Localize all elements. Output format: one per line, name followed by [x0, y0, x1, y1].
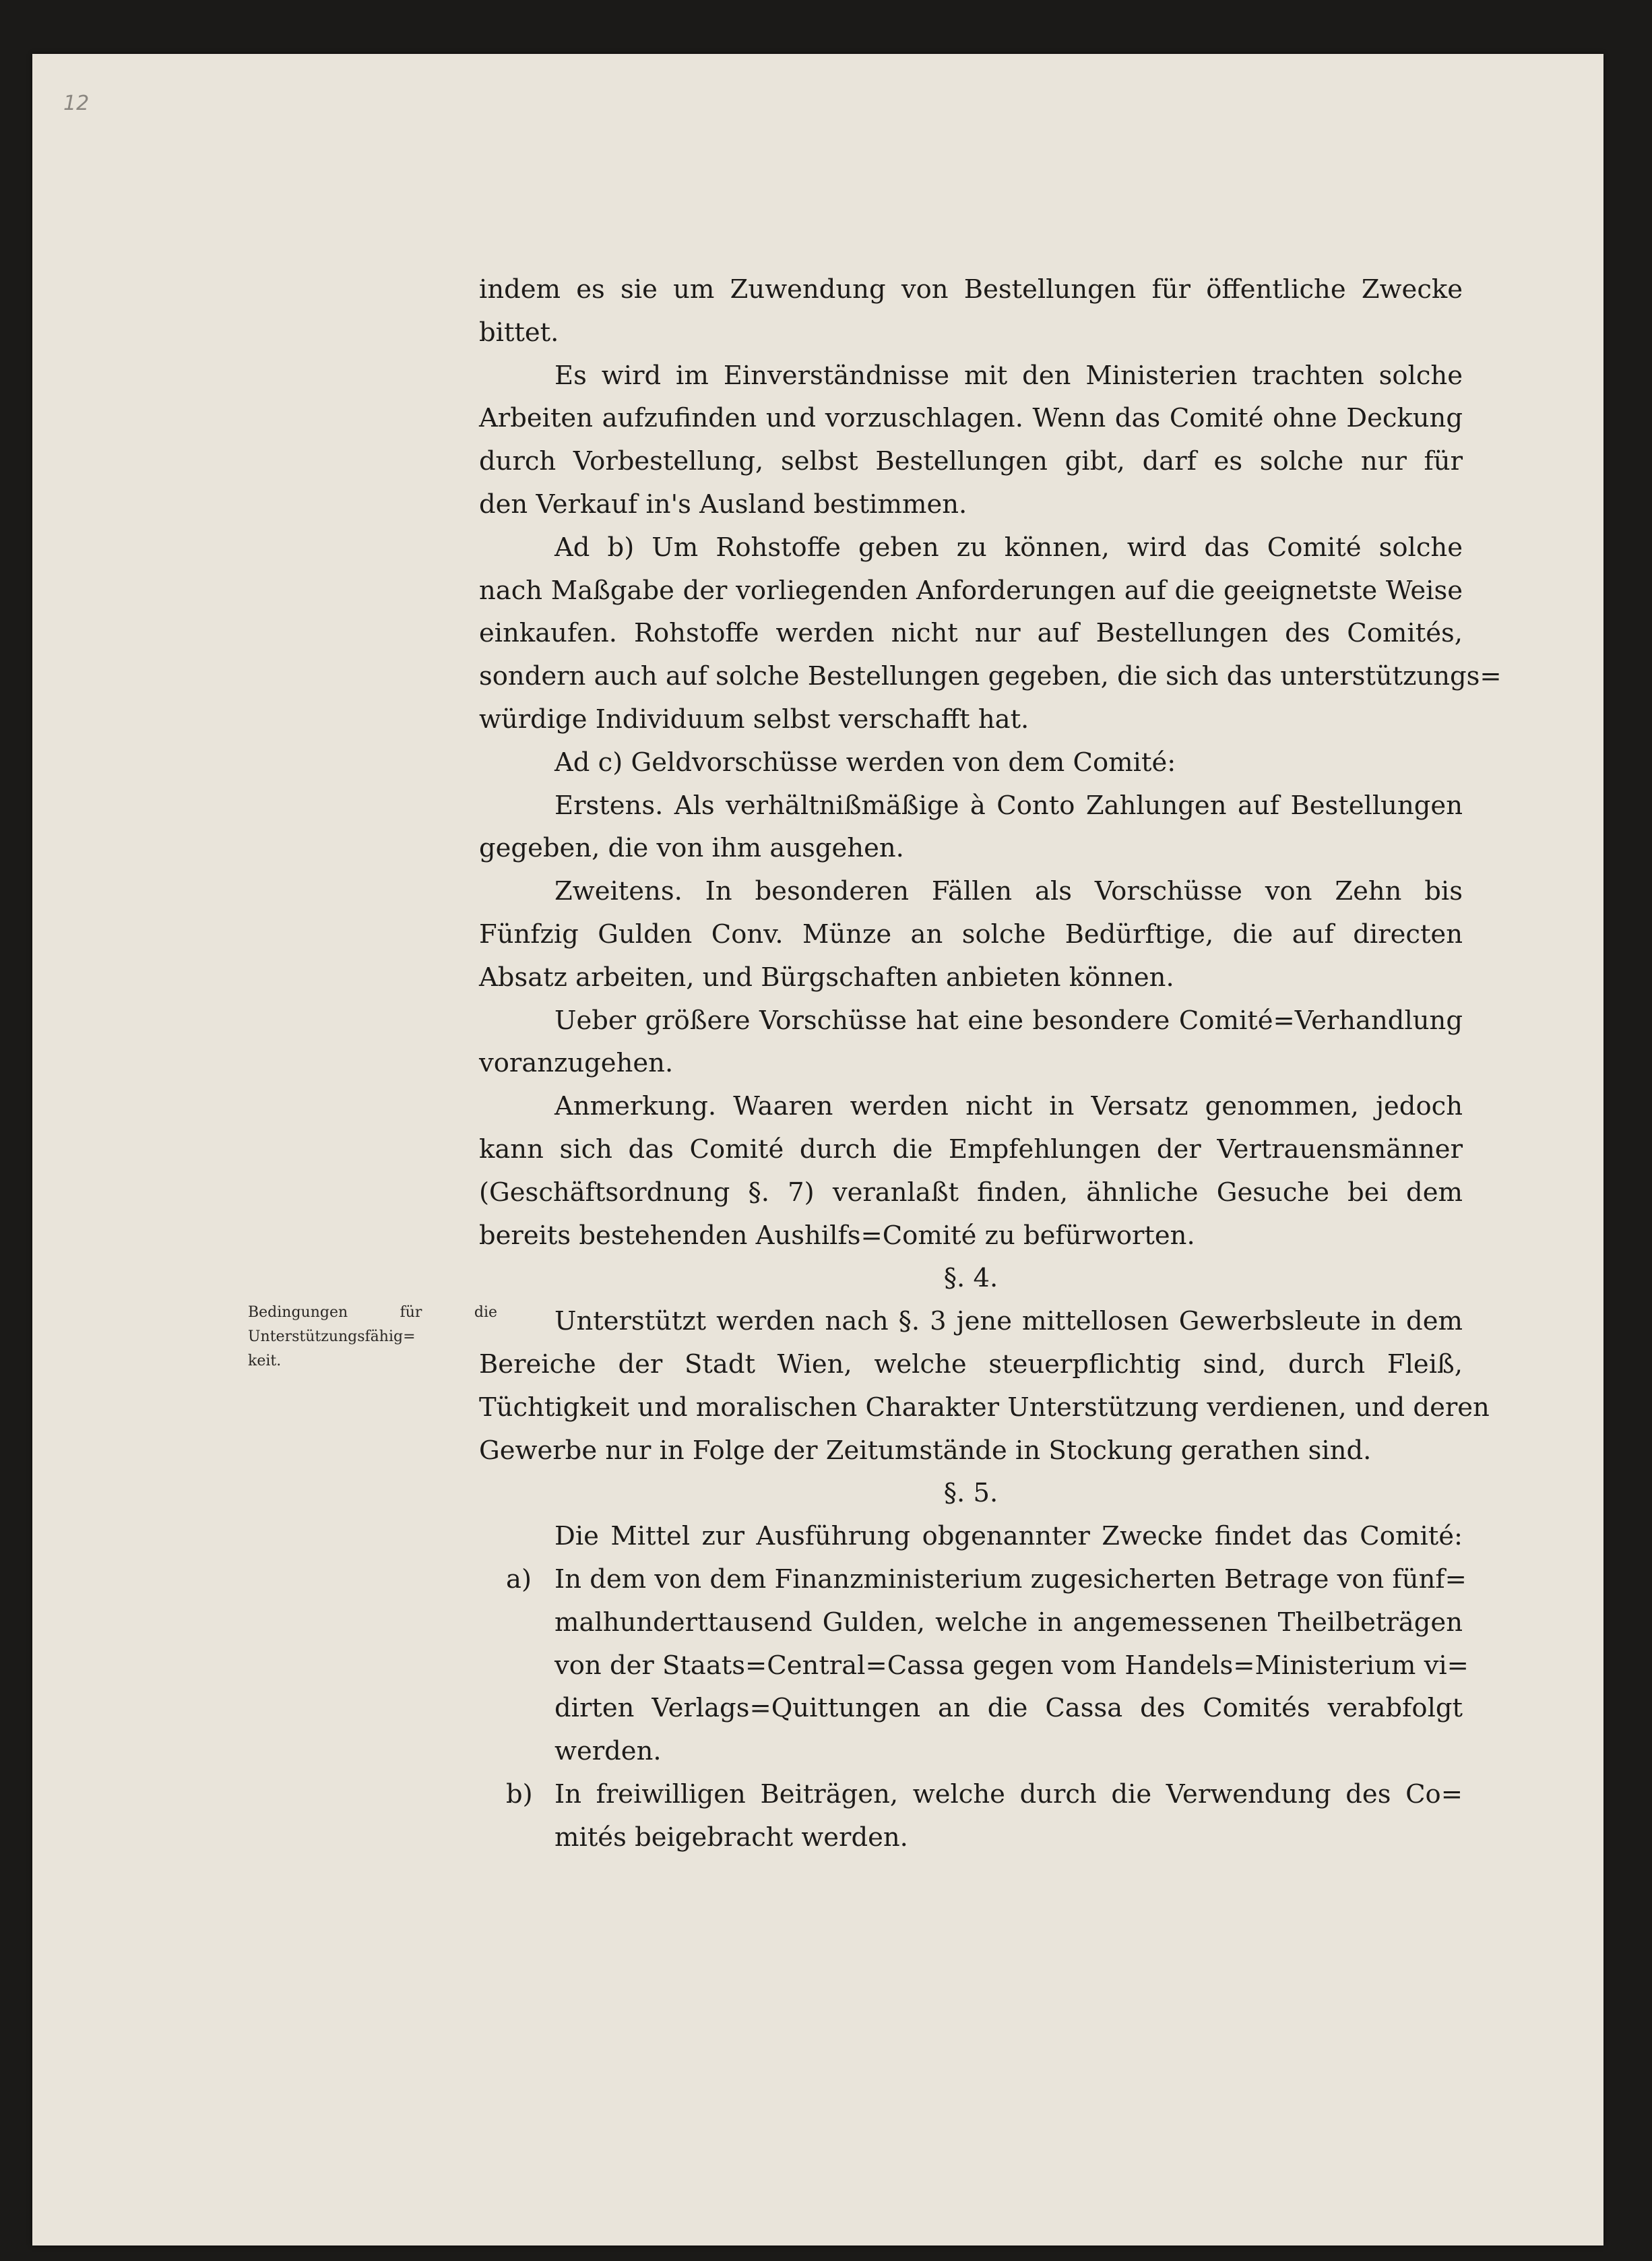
text-line: Absatz arbeiten, und Bürgschaften anbieten können.	[479, 962, 1174, 993]
list-item-a	[479, 1558, 1469, 1773]
text-line: Ad b) Um Rohstoffe geben zu können, wird das Comité solche	[554, 532, 1463, 563]
margin-note-line: keit.	[248, 1353, 282, 1369]
text-line: mités beigebracht werden.	[554, 1822, 908, 1853]
text-line: bittet.	[479, 317, 559, 348]
text-line: den Verkauf in's Ausland bestimmen.	[479, 489, 967, 520]
text-line: werden.	[554, 1736, 662, 1767]
text-line: gegeben, die von ihm ausgehen.	[479, 833, 904, 864]
text-line: Ad c) Geldvorschüsse werden von dem Comité:	[554, 747, 1176, 778]
text-line: Erstens. Als verhältnißmäßige à Conto Zahlungen auf Bestellungen	[554, 790, 1463, 821]
margin-note-line: Unterstützungsfähig=	[248, 1328, 416, 1345]
text-line: In dem von dem Finanzministerium zugesicherten Betrage von fünf=	[554, 1563, 1467, 1594]
text-line: Die Mittel zur Ausführung obgenannter Zwecke findet das Comité:	[554, 1521, 1463, 1552]
text-line: Bereiche der Stadt Wien, welche steuerpflichtig sind, durch Fleiß,	[479, 1349, 1463, 1380]
text-line: Tüchtigkeit und moralischen Charakter Unterstützung verdienen, und deren	[479, 1392, 1490, 1423]
text-line: würdige Individuum selbst verschafft hat.	[479, 704, 1029, 735]
text-line: Gewerbe nur in Folge der Zeitumstände in Stockung gerathen sind.	[479, 1435, 1372, 1466]
text-line: In freiwilligen Beiträgen, welche durch die Verwendung des Co=	[554, 1778, 1463, 1809]
text-line: Zweitens. In besonderen Fällen als Vorschüsse von Zehn bis	[554, 876, 1463, 907]
document-page	[32, 54, 1603, 2245]
text-line: Ueber größere Vorschüsse hat eine besondere Comité=Verhandlung	[554, 1005, 1463, 1036]
margin-note	[248, 1301, 497, 1373]
text-line: durch Vorbestellung, selbst Bestellungen gibt, darf es solche nur für	[479, 446, 1463, 477]
list-item-b	[479, 1773, 1463, 1859]
body-text	[479, 268, 1502, 1859]
text-line: Anmerkung. Waaren werden nicht in Versatz genommen, jedoch	[554, 1091, 1463, 1122]
text-line: Arbeiten aufzufinden und vorzuschlagen. Wenn das Comité ohne Deckung	[479, 403, 1463, 434]
text-line: Fünfzig Gulden Conv. Münze an solche Bedürftige, die auf directen	[479, 919, 1463, 950]
text-line: sondern auch auf solche Bestellungen gegeben, die sich das unterstützungs=	[479, 661, 1502, 692]
text-line: bereits bestehenden Aushilfs=Comité zu befürworten.	[479, 1220, 1195, 1251]
item-label: a)	[506, 1563, 532, 1594]
text-line: voranzugehen.	[479, 1048, 674, 1079]
text-line: nach Maßgabe der vorliegenden Anforderungen auf die geeignetste Weise	[479, 575, 1463, 606]
text-line: einkaufen. Rohstoffe werden nicht nur auf Bestellungen des Comités,	[479, 618, 1463, 649]
margin-note-line: Bedingungen für die	[248, 1304, 497, 1321]
section-heading: §. 5.	[943, 1478, 998, 1509]
text-line: indem es sie um Zuwendung von Bestellungen für öffentliche Zwecke	[479, 274, 1463, 305]
page-number-mark: 12	[63, 92, 90, 115]
section-heading: §. 4.	[943, 1263, 998, 1294]
text-line: kann sich das Comité durch die Empfehlungen der Vertrauensmänner	[479, 1134, 1463, 1165]
text-line: (Geschäftsordnung §. 7) veranlaßt finden, ähnliche Gesuche bei dem	[479, 1177, 1463, 1208]
text-line: von der Staats=Central=Cassa gegen vom Handels=Ministerium vi=	[554, 1650, 1469, 1681]
text-line: dirten Verlags=Quittungen an die Cassa des Comités verabfolgt	[554, 1693, 1463, 1724]
text-line: Es wird im Einverständnisse mit den Ministerien trachten solche	[554, 360, 1463, 391]
text-line: malhunderttausend Gulden, welche in angemessenen Theilbeträgen	[554, 1607, 1463, 1638]
text-line: Unterstützt werden nach §. 3 jene mittellosen Gewerbsleute in dem	[554, 1306, 1463, 1337]
item-label: b)	[506, 1778, 533, 1809]
